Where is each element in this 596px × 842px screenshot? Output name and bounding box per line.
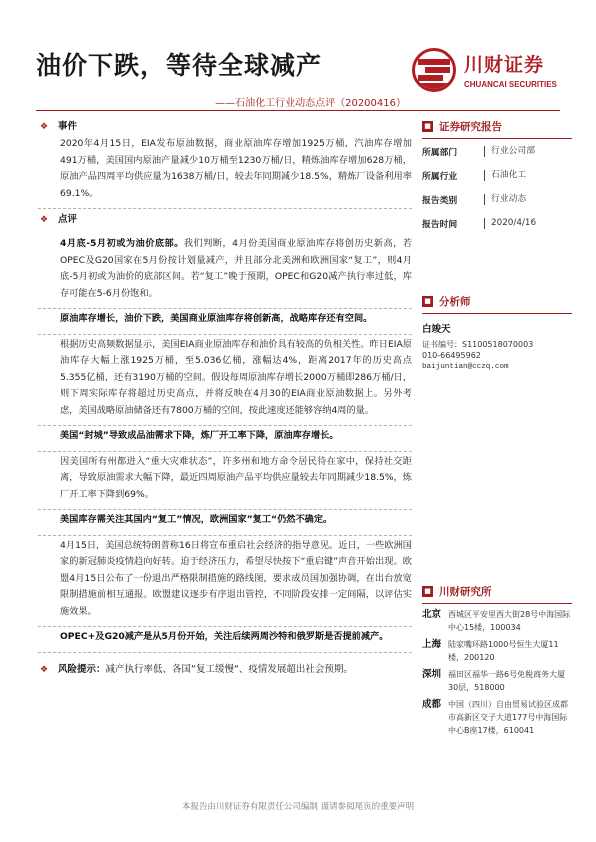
header-divider xyxy=(36,110,560,111)
section-divider xyxy=(38,626,412,627)
review-paragraph-2: 根据历史高频数据显示，美国EIA商业原油库存和油价具有较高的负相关性。昨日EIA原油库存大幅上涨1925万桶，至5.036亿桶，涨幅达4%，距离2017年的历史高点5.355亿桶，还有3190万桶的空间。假设每周原油库存增长2000万桶即286万桶/日，则下周实际库存将超过历史高点，并将反映在4月30的EIA商业原油数据上。另外考虑，美国战略原油储备还有7800万桶的空间，按此速度还能够容纳4周的量。 xyxy=(60,338,412,416)
bullet-square-icon: ■ xyxy=(422,121,433,132)
sidebar-divider xyxy=(422,603,572,604)
bullet-square-icon: ■ xyxy=(422,296,433,307)
page-title: 油价下跌，等待全球减产 xyxy=(36,51,323,80)
section-divider xyxy=(38,208,412,209)
review-heading-4: 美国库存需关注其国内“复工”情况，欧洲国家”复工“仍然不确定。 xyxy=(60,514,333,525)
diamond-icon: ❖ xyxy=(39,665,49,676)
info-row: 报告时间 2020/4/16 xyxy=(422,217,537,230)
report-heading: ■ 证券研究报告 xyxy=(422,118,572,134)
info-row: 报告类别 行业动态 xyxy=(422,193,527,206)
review-paragraph-3: 因美国所有州都进入“重大灾难状态”，许多州和地方命令居民待在家中，保持社交距离，导致原油需求大幅下降，最近四周原油产品平均供应量较去年同期减少18.5%，炼厂开工率下降到69%。 xyxy=(60,455,412,500)
section-divider xyxy=(38,535,412,536)
info-row: 所属部门 行业公司部 xyxy=(422,145,535,158)
logo-name-en: CHUANCAI SECURITIES xyxy=(464,80,557,89)
review-paragraph-1: 4月底-5月初或为油价底部。我们判断，4月份美国商业原油库存将创历史新高，若OPEC及G20国家在5月份按计划量减产，并且部分北美洲和欧洲国家“复工”，则4月底-5月初或为油价的底部区间。若“复工”晚于预期，OPEC和G20减产执行率过低，库存可能在5-6月份饱和。 xyxy=(60,238,412,299)
review-heading-5: OPEC+及G20减产是从5月份开始，关注后续两周沙特和俄罗斯是否提前减产。 xyxy=(60,631,389,642)
diamond-icon: ❖ xyxy=(39,121,49,132)
section-event-heading: ❖ 事件 xyxy=(38,118,412,136)
section-divider xyxy=(38,334,412,335)
institute-heading: ■ 川财研究所 xyxy=(422,583,572,599)
office-entry: 上海 陆家嘴环路1000号恒生大厦11楼，200120 xyxy=(422,639,559,662)
office-entry: 成都 中国（四川）自由贸易试验区成都市高新区交子大道177号中海国际中心B座17楼，610041 xyxy=(422,699,568,735)
page-subtitle: ——石油化工行业动态点评（20200416） xyxy=(215,98,406,109)
analyst-cert: 证书编号：S1100518070003 xyxy=(422,339,534,349)
company-logo xyxy=(412,44,562,100)
section-divider xyxy=(38,509,412,510)
section-divider xyxy=(38,308,412,309)
event-paragraph: 2020年4月15日，EIA发布原油数据，商业原油库存增加1925万桶，汽油库存增加491万桶，美国国内原油产量减少10万桶至1230万桶/日，精炼油库存增加628万桶，原油产品四周平均供应量为1638万桶/日，较去年同期减少18.5%，精炼厂设备利用率69.1%。 xyxy=(60,138,412,199)
sidebar-divider xyxy=(422,313,572,314)
page-footer: 本报告由川财证券有限责任公司编制 谨请参阅尾页的重要声明 xyxy=(181,802,415,812)
section-divider xyxy=(38,652,412,653)
analyst-phone: 010-66495962 xyxy=(422,351,481,360)
office-entry: 深圳 福田区福华一路6号免税商务大厦30层，518000 xyxy=(422,669,566,692)
info-row: 所属行业 石油化工 xyxy=(422,169,527,182)
section-divider xyxy=(38,451,412,452)
office-entry: 北京 西城区平安里西大街28号中海国际中心15楼，100034 xyxy=(422,609,571,632)
logo-name-cn: 川财证券 xyxy=(464,54,545,76)
analyst-email[interactable]: baijuntian@cczq.com xyxy=(422,362,509,371)
review-heading-3: 美国“封城”导致成品油需求下降，炼厂开工率下降，原油库存增长。 xyxy=(60,430,339,441)
risk-warning: ❖ 风险提示： 减产执行率低、各国“复工缓慢“、疫情发展超出社会预期。 xyxy=(38,662,412,680)
review-heading-2: 原油库存增长，油价下跌，美国商业原油库存将创新高，战略库存还有空间。 xyxy=(60,313,373,324)
main-content xyxy=(39,118,412,680)
section-divider xyxy=(38,425,412,426)
analyst-name: 白竣天 xyxy=(422,324,451,335)
sidebar xyxy=(422,118,572,741)
bullet-square-icon: ■ xyxy=(422,586,433,597)
section-review-heading: ❖ 点评 xyxy=(38,211,412,229)
chuancai-logo-icon xyxy=(412,48,456,92)
analyst-block xyxy=(422,324,572,373)
diamond-icon: ❖ xyxy=(39,214,49,225)
analyst-heading: ■ 分析师 xyxy=(422,293,572,309)
review-paragraph-4: 4月15日，美国总统特朗普称16日将宣布重启社会经济的指导意见。近日，一些欧洲国家的新冠肺炎疫情趋向好转。迫于经济压力，希望尽快按下“重启键”声音开始出现。欧盟4月15日公布了一份退出严格限制措施的路线图，要求成员国加强协调，在出台放宽限制措施前相互通报。欧盟建议逐步有序退出管控，不同阶段安排一定间隔，以评估实施效果。 xyxy=(60,539,412,617)
